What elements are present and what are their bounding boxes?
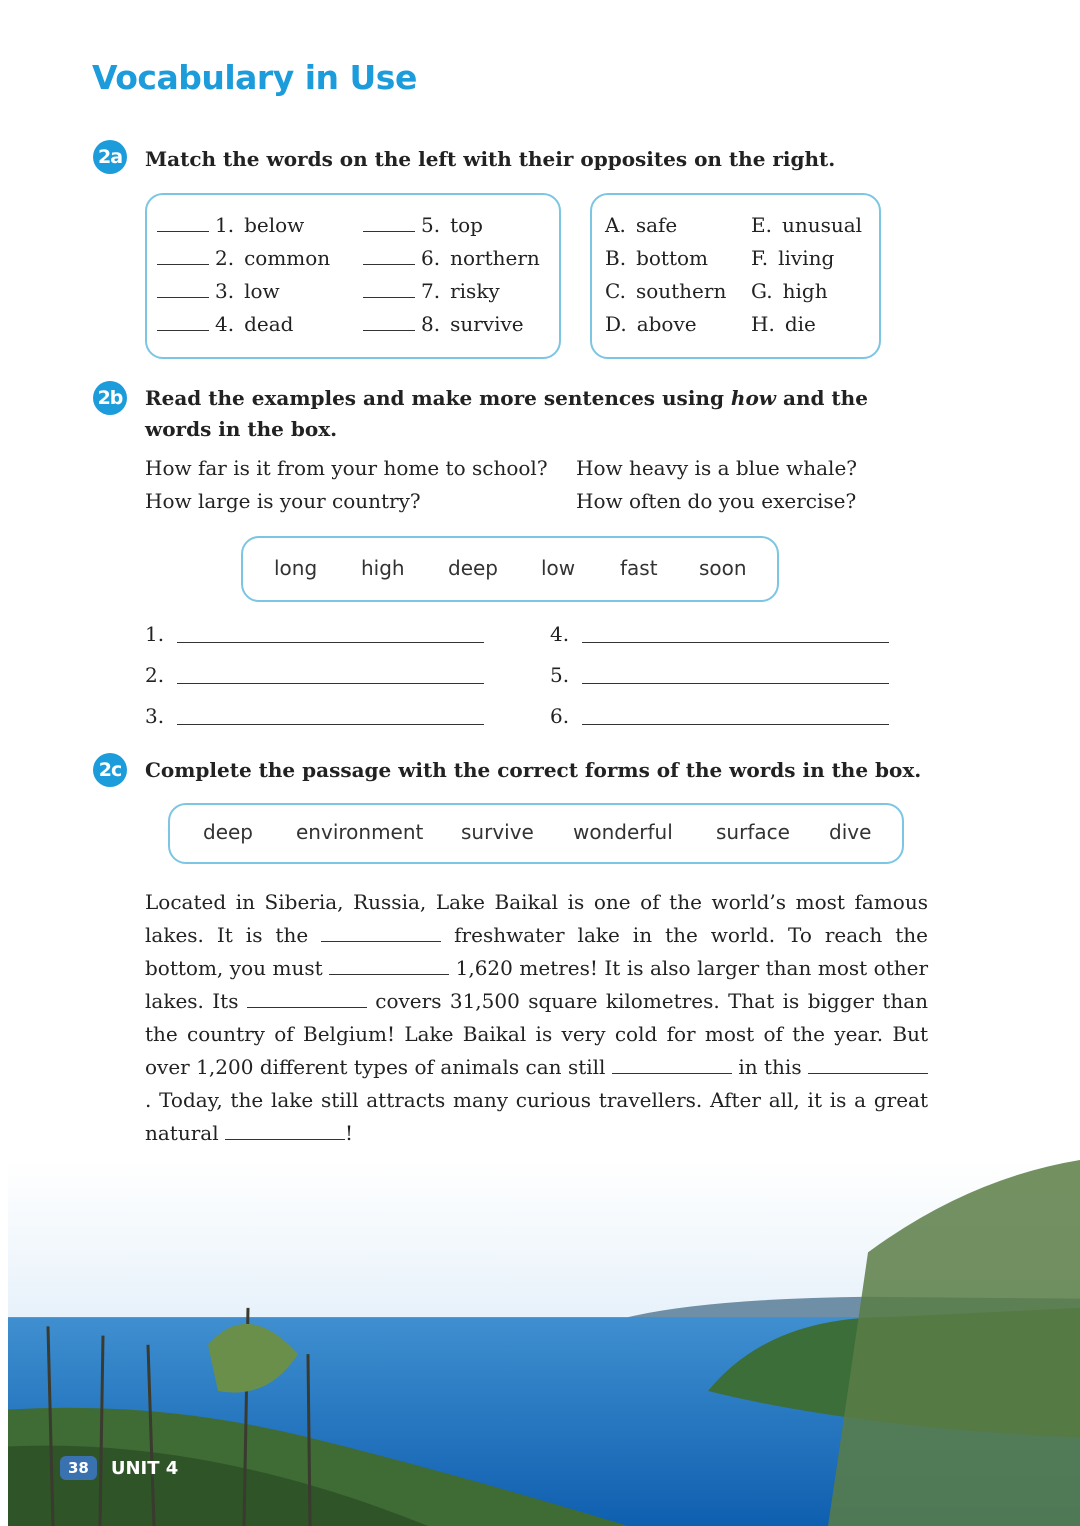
word-box-item: long xyxy=(274,556,318,580)
passage-blank[interactable] xyxy=(808,1058,928,1074)
option-item xyxy=(605,312,697,336)
answer-blank[interactable] xyxy=(363,218,415,232)
instruction-2c: Complete the passage with the correct forms of the words in the box. xyxy=(145,758,922,782)
passage-text: . Today, the lake still attracts many curious travellers. After all, it is a great natural xyxy=(145,1088,928,1145)
answer-underline xyxy=(582,683,889,684)
item-word: dead xyxy=(244,312,294,336)
match-item xyxy=(363,246,540,270)
item-word: northern xyxy=(450,246,540,270)
option-letter: E. xyxy=(751,213,772,237)
instruction-2b xyxy=(145,383,925,445)
option-word: safe xyxy=(635,213,678,237)
answer-underline xyxy=(177,642,484,643)
option-item xyxy=(751,213,862,237)
passage-text: 1,620 metres! It is also larger than most other lakes. Its xyxy=(145,956,929,1013)
option-letter: F. xyxy=(751,246,769,270)
match-item xyxy=(157,279,280,303)
answer-blank[interactable] xyxy=(157,317,209,331)
word-box-item: deep xyxy=(448,556,498,580)
option-word: die xyxy=(784,312,816,336)
option-letter: G. xyxy=(751,279,773,303)
item-word: below xyxy=(244,213,305,237)
option-word: bottom xyxy=(636,246,708,270)
word-box-item: low xyxy=(541,556,576,580)
word-box-item: soon xyxy=(699,556,747,580)
item-word: survive xyxy=(450,312,524,336)
unit-label: UNIT 4 xyxy=(110,1457,179,1479)
answer-line[interactable] xyxy=(145,663,490,691)
line-number: 3. xyxy=(145,704,165,728)
answer-line[interactable] xyxy=(145,622,490,650)
item-word: common xyxy=(244,246,331,270)
option-word: above xyxy=(636,312,697,336)
answer-line[interactable] xyxy=(145,704,490,732)
item-number: 2. xyxy=(215,246,235,270)
passage-blank[interactable] xyxy=(225,1124,345,1140)
passage-text: in this xyxy=(738,1055,809,1079)
match-item xyxy=(363,213,483,237)
answer-underline xyxy=(582,724,889,725)
option-item xyxy=(751,312,816,336)
option-letter: A. xyxy=(605,213,626,237)
passage-text: covers 31,500 square kilometres. That is bigger than the country of Belgium! Lake Baikal is very cold for most of the year. But over 1,200 different types of animals can still xyxy=(145,989,928,1079)
answer-underline xyxy=(177,683,484,684)
answer-underline xyxy=(582,642,889,643)
page-footer xyxy=(60,1456,178,1480)
word-box-item: deep xyxy=(203,820,253,844)
match-item xyxy=(157,213,304,237)
word-box-item: wonderful xyxy=(573,820,673,844)
match-item xyxy=(157,312,293,336)
word-box-item: surface xyxy=(716,820,790,844)
answer-blank[interactable] xyxy=(363,251,415,265)
word-box-item: environment xyxy=(296,820,424,844)
item-number: 3. xyxy=(215,279,235,303)
match-item xyxy=(363,312,524,336)
answer-line[interactable] xyxy=(550,622,895,650)
answer-blank[interactable] xyxy=(363,284,415,298)
example-sentence: How often do you exercise? xyxy=(576,489,857,513)
passage-blank[interactable] xyxy=(321,926,441,942)
option-letter: B. xyxy=(605,246,627,270)
passage-blank[interactable] xyxy=(247,992,367,1008)
exercise-badge-2b: 2b xyxy=(93,381,127,415)
instruction-text: and the words in the box. xyxy=(145,386,868,441)
answer-line[interactable] xyxy=(550,663,895,691)
answer-blank[interactable] xyxy=(363,317,415,331)
word-box-2c xyxy=(168,803,904,864)
option-letter: H. xyxy=(751,312,775,336)
line-number: 4. xyxy=(550,622,570,646)
item-number: 7. xyxy=(421,279,441,303)
word-box-item: high xyxy=(361,556,405,580)
item-number: 4. xyxy=(215,312,235,336)
instruction-emphasis: how xyxy=(730,386,777,410)
instruction-text: Read the examples and make more sentences using xyxy=(145,386,731,410)
line-number: 1. xyxy=(145,622,165,646)
passage-text: Located in Siberia, Russia, Lake Baikal is one of the world’s most famous lakes. It is the xyxy=(145,890,928,947)
option-word: high xyxy=(782,279,828,303)
match-item xyxy=(363,279,500,303)
passage-text: freshwater lake in the world. To reach the bottom, you must xyxy=(145,923,928,980)
answer-blank[interactable] xyxy=(157,251,209,265)
word-box-item: dive xyxy=(829,820,872,844)
item-number: 1. xyxy=(215,213,235,237)
option-word: living xyxy=(778,246,835,270)
option-letter: D. xyxy=(605,312,627,336)
line-number: 2. xyxy=(145,663,165,687)
example-sentence: How heavy is a blue whale? xyxy=(576,456,858,480)
item-number: 8. xyxy=(421,312,441,336)
example-sentence: How large is your country? xyxy=(145,489,421,513)
instruction-2a: Match the words on the left with their opposites on the right. xyxy=(145,147,836,171)
option-item xyxy=(605,246,708,270)
line-number: 6. xyxy=(550,704,570,728)
match-item xyxy=(157,246,330,270)
answer-line[interactable] xyxy=(550,704,895,732)
word-box-item: fast xyxy=(620,556,658,580)
answer-blank[interactable] xyxy=(157,218,209,232)
exercise-badge-2c: 2c xyxy=(93,753,127,787)
exercise-badge-2a: 2a xyxy=(93,140,127,174)
option-item xyxy=(605,279,726,303)
passage-blank[interactable] xyxy=(329,959,449,975)
section-title: Vocabulary in Use xyxy=(92,58,417,97)
line-number: 5. xyxy=(550,663,570,687)
page-number: 38 xyxy=(60,1456,97,1480)
item-number: 6. xyxy=(421,246,441,270)
word-box-item: survive xyxy=(461,820,534,844)
option-word: southern xyxy=(635,279,727,303)
option-word: unusual xyxy=(781,213,863,237)
answer-blank[interactable] xyxy=(157,284,209,298)
example-sentence: How far is it from your home to school? xyxy=(145,456,548,480)
option-item xyxy=(605,213,677,237)
passage xyxy=(145,886,928,1150)
option-letter: C. xyxy=(605,279,626,303)
item-number: 5. xyxy=(421,213,441,237)
option-item xyxy=(751,246,834,270)
answer-underline xyxy=(177,724,484,725)
passage-blank[interactable] xyxy=(612,1058,732,1074)
item-word: low xyxy=(244,279,280,303)
passage-text: ! xyxy=(344,1121,354,1145)
item-word: risky xyxy=(450,279,500,303)
option-item xyxy=(751,279,828,303)
item-word: top xyxy=(450,213,483,237)
